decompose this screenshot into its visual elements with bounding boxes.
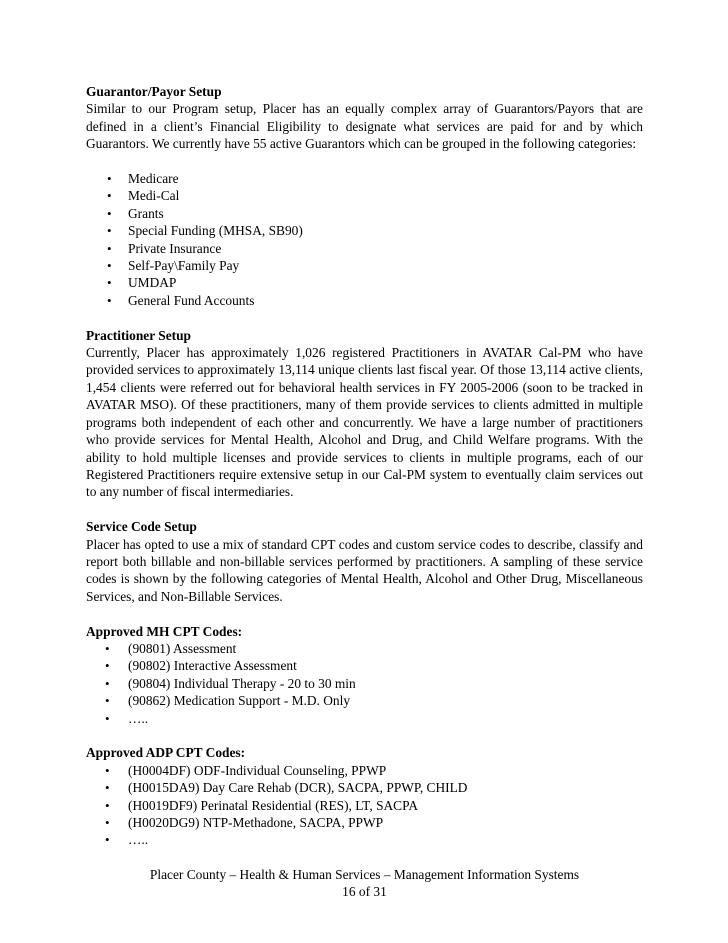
spacer [86, 727, 643, 744]
list-item-text: (H0015DA9) Day Care Rehab (DCR), SACPA, PPWP, CHILD [128, 780, 468, 796]
mh-cpt-code-list [86, 640, 643, 727]
list-item-text: (H0004DF) ODF-Individual Counseling, PPWP [128, 762, 387, 778]
spacer [86, 153, 643, 170]
mh-cpt-section [86, 623, 643, 727]
list-item [86, 814, 643, 831]
bullet-icon: • [107, 171, 112, 187]
list-item [86, 710, 643, 727]
mh-cpt-heading: Approved MH CPT Codes: [86, 623, 243, 639]
bullet-icon: • [107, 292, 112, 308]
practitioner-heading: Practitioner Setup [86, 327, 191, 343]
list-item-text: (90804) Individual Therapy - 20 to 30 min [128, 675, 356, 691]
list-item-text: (H0020DG9) NTP-Methadone, SACPA, PPWP [128, 814, 384, 830]
bullet-icon: • [107, 240, 112, 256]
bullet-icon: • [105, 658, 110, 674]
list-item [86, 205, 643, 222]
bullet-icon: • [107, 188, 112, 204]
adp-cpt-heading: Approved ADP CPT Codes: [86, 745, 246, 761]
list-item-text: Medi-Cal [128, 188, 180, 204]
list-item [86, 675, 643, 692]
guarantor-heading: Guarantor/Payor Setup [86, 84, 222, 99]
list-item-text: Private Insurance [128, 240, 222, 256]
list-item [86, 170, 643, 187]
list-item [86, 240, 643, 257]
list-item [86, 831, 643, 848]
footer-page-number: 16 of 31 [342, 884, 387, 899]
bullet-icon: • [105, 640, 110, 656]
practitioner-section [86, 327, 643, 501]
list-item [86, 292, 643, 309]
bullet-icon: • [107, 275, 112, 291]
bullet-icon: • [105, 780, 110, 796]
list-item [86, 797, 643, 814]
guarantor-section [86, 83, 643, 309]
list-item [86, 640, 643, 657]
adp-cpt-section [86, 744, 643, 848]
list-item-text: Medicare [128, 171, 179, 187]
spacer [86, 309, 643, 326]
list-item-text: Special Funding (MHSA, SB90) [128, 223, 303, 239]
bullet-icon: • [105, 675, 110, 691]
spacer [86, 501, 643, 518]
bullet-icon: • [105, 693, 110, 709]
list-item [86, 692, 643, 709]
list-item-text: UMDAP [128, 275, 177, 291]
bullet-icon: • [107, 258, 112, 274]
list-item-text: ….. [128, 710, 149, 726]
bullet-icon: • [105, 832, 110, 848]
guarantor-category-list [86, 170, 643, 309]
list-item-text: Self-Pay\Family Pay [128, 258, 240, 274]
list-item-text: (90801) Assessment [128, 640, 237, 656]
bullet-icon: • [107, 205, 112, 221]
guarantor-body: Similar to our Program setup, Placer has an equally complex array of Guarantors/Payors that are defined in a client’s Financial Eligibility to designate what services are paid for and by which Guarantors. We currently have 55 active Guarantors which can be grouped in the following categories: [86, 101, 643, 152]
spacer [86, 605, 643, 622]
page-footer [86, 866, 643, 900]
bullet-icon: • [107, 223, 112, 239]
list-item [86, 222, 643, 239]
service-code-section [86, 518, 643, 605]
document-page [86, 83, 643, 849]
list-item-text: (90802) Interactive Assessment [128, 658, 297, 674]
footer-department-line: Placer County – Health & Human Services – Management Information Systems [149, 867, 580, 882]
bullet-icon: • [105, 762, 110, 778]
bullet-icon: • [105, 797, 110, 813]
list-item-text: ….. [128, 832, 149, 848]
list-item [86, 779, 643, 796]
practitioner-body: Currently, Placer has approximately 1,026 registered Practitioners in AVATAR Cal-PM who have provided services to approximately 13,114 unique clients last fiscal year. Of those 13,114 active clients, 1,454 clients were referred out for behavioral health services in FY 2005-2006 (soon to be tracked in AVATAR MSO). Of these practitioners, many of them provide services to clients admitted in multiple programs both independent of each other and concurrently. We have a large number of practitioners who provide services for Mental Health, Alcohol and Drug, and Child Welfare programs. With the ability to hold multiple licenses and provide services to clients in multiple programs, each of our Registered Practitioners require extensive setup in our Cal-PM system to eventually claim services out to any number of fiscal intermediaries. [86, 345, 643, 500]
bullet-icon: • [105, 814, 110, 830]
list-item [86, 657, 643, 674]
adp-cpt-code-list [86, 762, 643, 849]
list-item [86, 762, 643, 779]
list-item [86, 187, 643, 204]
list-item-text: (H0019DF9) Perinatal Residential (RES), LT, SACPA [128, 797, 419, 813]
list-item-text: General Fund Accounts [128, 292, 255, 308]
service-code-heading: Service Code Setup [86, 519, 197, 535]
list-item-text: Grants [128, 205, 164, 221]
list-item [86, 257, 643, 274]
list-item-text: (90862) Medication Support - M.D. Only [128, 693, 351, 709]
service-code-body: Placer has opted to use a mix of standard CPT codes and custom service codes to describe, classify and report both billable and non-billable services performed by practitioners. A sampling of these service codes is shown by the following categories of Mental Health, Alcohol and Other Drug, Miscellaneous Services, and Non-Billable Services. [86, 536, 643, 604]
bullet-icon: • [105, 710, 110, 726]
list-item [86, 274, 643, 291]
